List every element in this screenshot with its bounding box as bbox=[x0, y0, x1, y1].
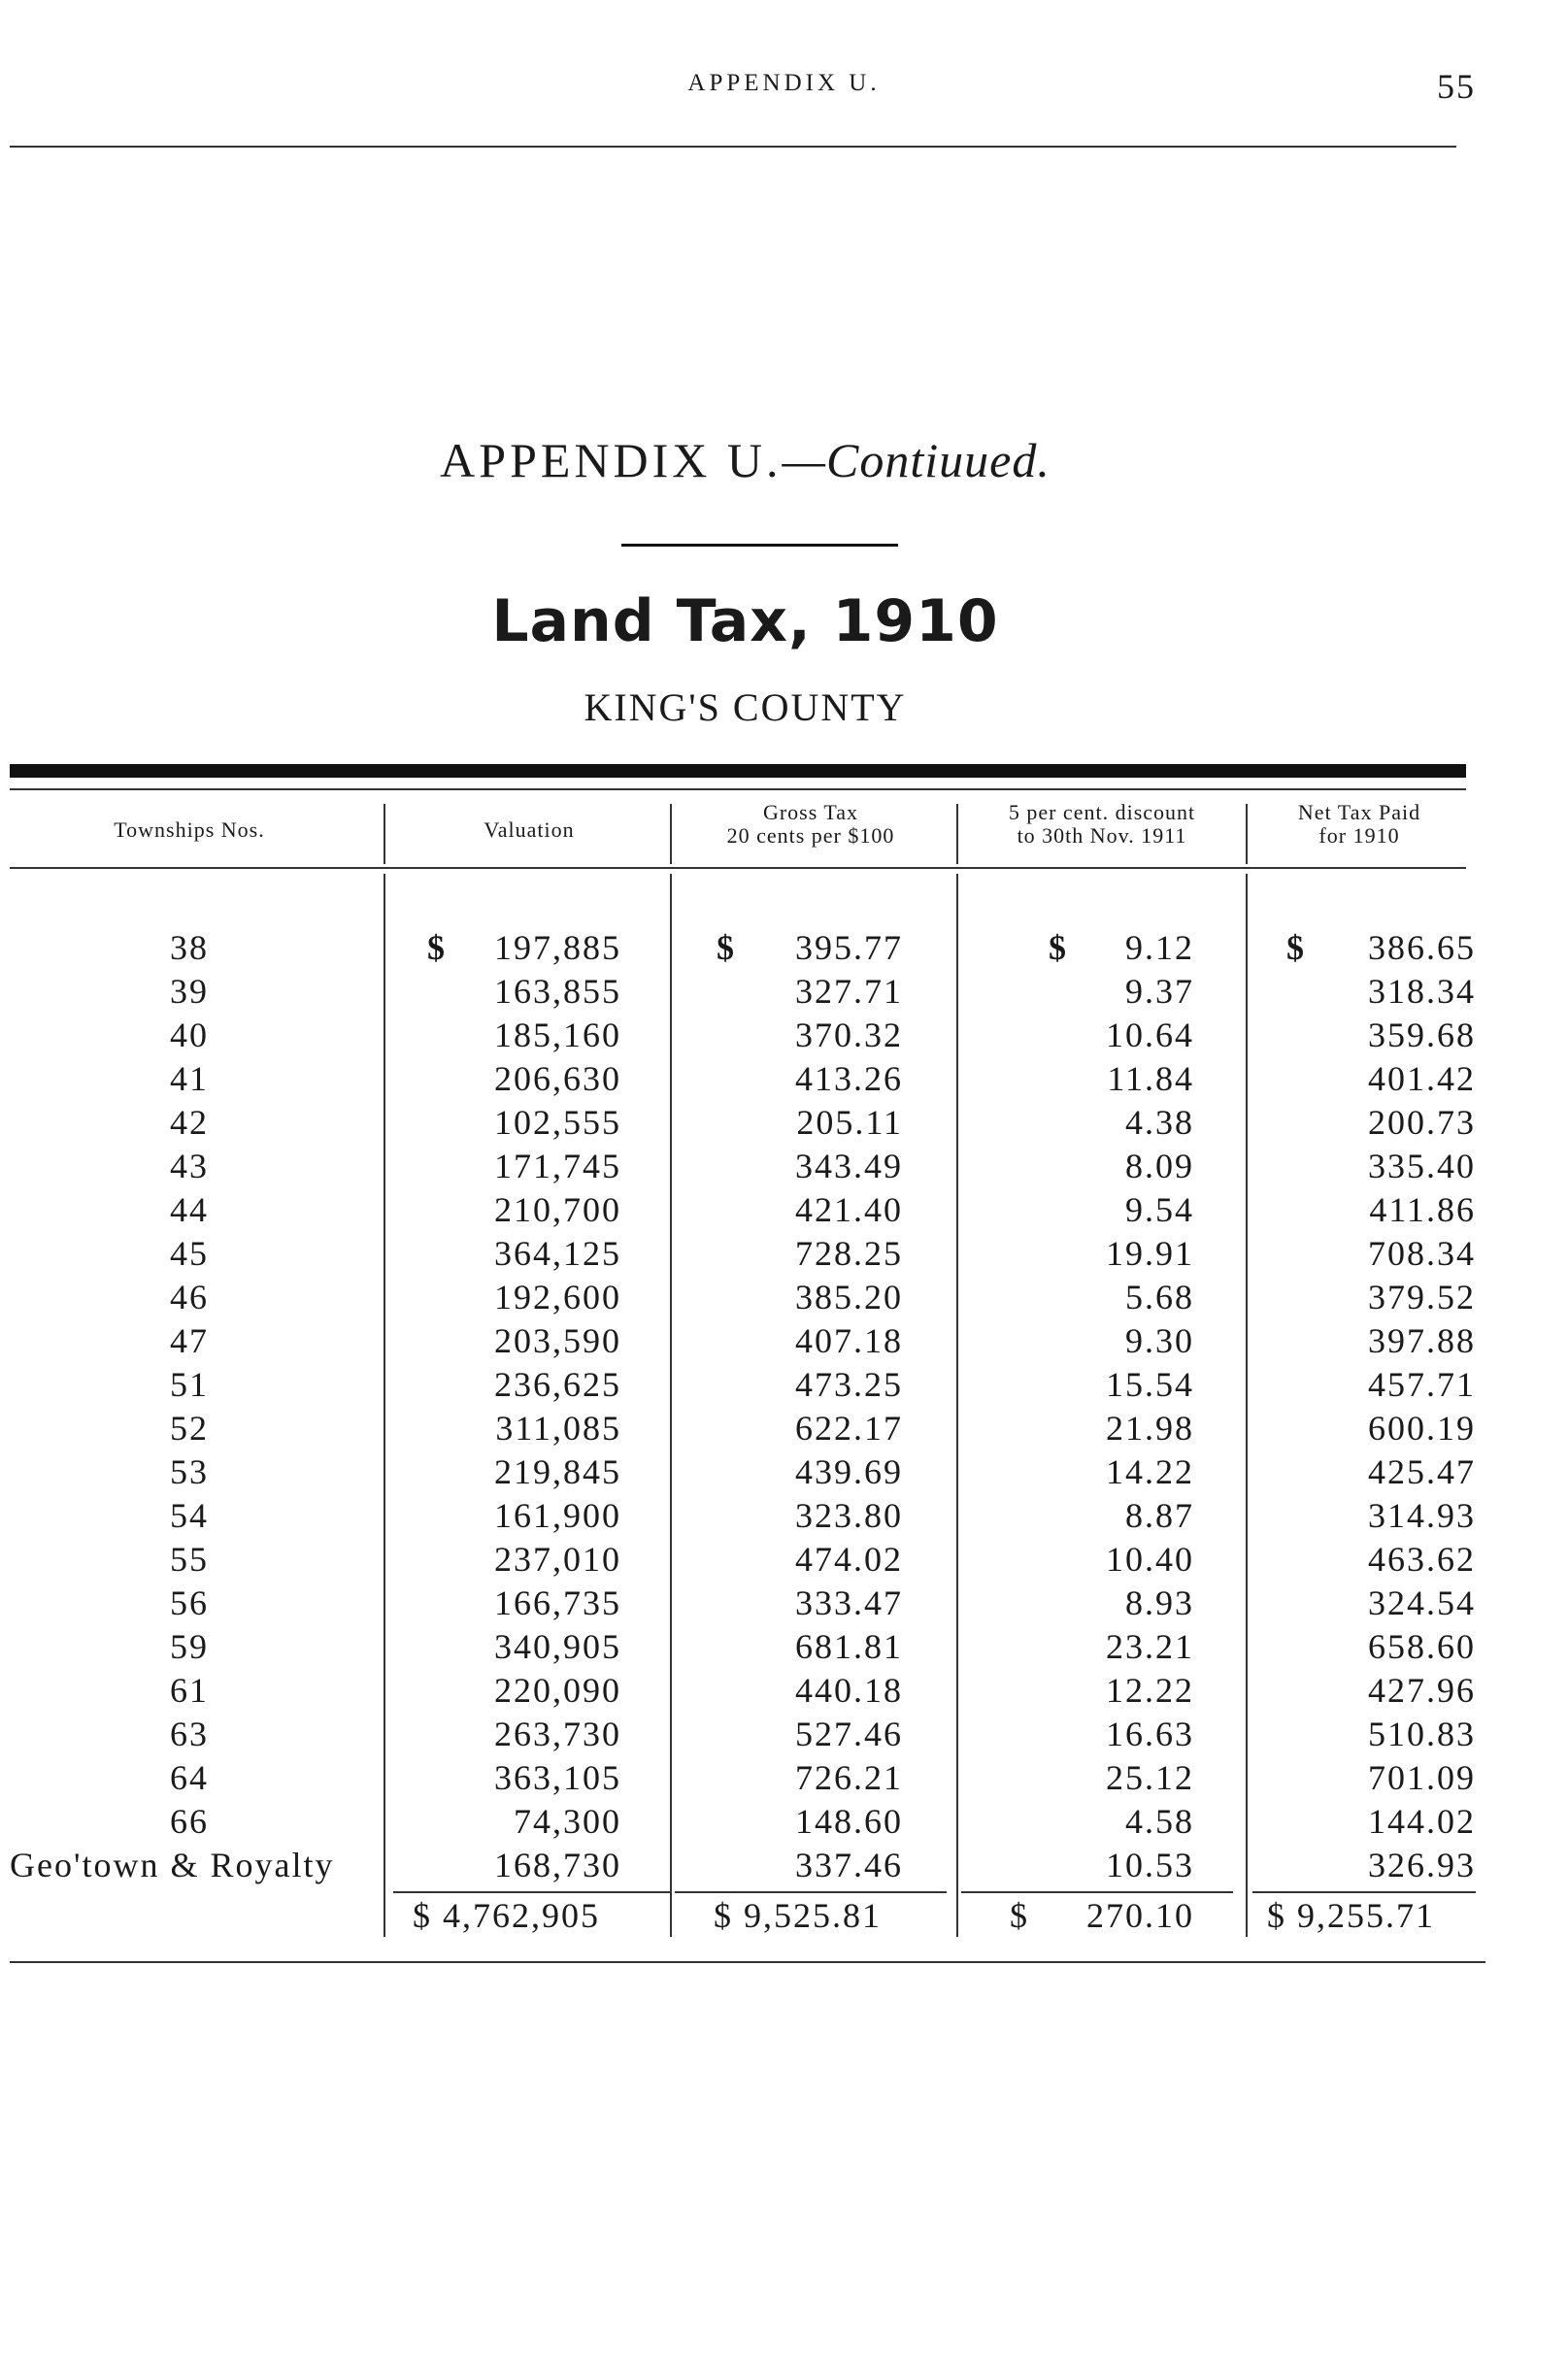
discount-cell: 9.12 bbox=[1125, 928, 1194, 967]
valuation-cell: 102,555 bbox=[494, 1103, 621, 1142]
township-cell: 56 bbox=[170, 1583, 209, 1622]
table-row bbox=[0, 1408, 1568, 1451]
dollar-sign: $ bbox=[1049, 928, 1068, 967]
net-tax-cell: 335.40 bbox=[1368, 1147, 1476, 1185]
township-cell: 40 bbox=[170, 1016, 209, 1054]
township-cell: 41 bbox=[170, 1059, 209, 1098]
appendix-title bbox=[0, 432, 1490, 488]
township-cell: 55 bbox=[170, 1540, 209, 1579]
discount-cell: 8.93 bbox=[1125, 1583, 1194, 1622]
net-tax-cell: 386.65 bbox=[1368, 928, 1476, 967]
township-cell: 61 bbox=[170, 1671, 209, 1710]
township-cell: 52 bbox=[170, 1409, 209, 1448]
header-bottom-rule bbox=[10, 867, 1466, 869]
township-cell: 47 bbox=[170, 1321, 209, 1360]
column-divider bbox=[956, 804, 958, 864]
discount-cell: 19.91 bbox=[1106, 1234, 1194, 1273]
valuation-cell: 74,300 bbox=[514, 1802, 621, 1841]
valuation-cell: 236,625 bbox=[494, 1365, 621, 1404]
valuation-cell: 364,125 bbox=[494, 1234, 621, 1273]
gross-tax-cell: 681.81 bbox=[795, 1627, 903, 1666]
table-bottom-rule bbox=[10, 1961, 1485, 1963]
table-row bbox=[0, 1233, 1568, 1277]
gross-tax-cell: 323.80 bbox=[795, 1496, 903, 1535]
gross-tax-cell: 439.69 bbox=[795, 1452, 903, 1491]
net-header-line1: Net Tax Paid bbox=[1297, 800, 1421, 824]
township-cell: 63 bbox=[170, 1715, 209, 1753]
table-row bbox=[0, 1626, 1568, 1670]
discount-cell: 21.98 bbox=[1106, 1409, 1194, 1448]
net-tax-cell: 326.93 bbox=[1368, 1846, 1476, 1884]
township-cell: 39 bbox=[170, 972, 209, 1011]
discount-cell: 14.22 bbox=[1106, 1452, 1194, 1491]
table-row bbox=[0, 1801, 1568, 1845]
gross-tax-cell: 440.18 bbox=[795, 1671, 903, 1710]
valuation-cell: 203,590 bbox=[494, 1321, 621, 1360]
totals-row bbox=[0, 1895, 1568, 1939]
gross-tax-cell: 337.46 bbox=[795, 1846, 903, 1884]
table-row bbox=[0, 1757, 1568, 1801]
township-cell: 53 bbox=[170, 1452, 209, 1491]
title-rule bbox=[621, 544, 898, 547]
valuation-cell: 206,630 bbox=[494, 1059, 621, 1098]
discount-cell: 25.12 bbox=[1106, 1758, 1194, 1797]
column-header-valuation: Valuation bbox=[484, 817, 575, 842]
valuation-cell: 263,730 bbox=[494, 1715, 621, 1753]
dollar-sign: $ bbox=[717, 928, 736, 967]
township-cell: 44 bbox=[170, 1190, 209, 1229]
township-cell: 59 bbox=[170, 1627, 209, 1666]
township-cell: 43 bbox=[170, 1147, 209, 1185]
net-tax-cell: 324.54 bbox=[1368, 1583, 1476, 1622]
total-net-tax: $ 9,255.71 bbox=[1267, 1896, 1435, 1935]
net-tax-cell: 359.68 bbox=[1368, 1016, 1476, 1054]
net-tax-cell: 701.09 bbox=[1368, 1758, 1476, 1797]
page-title: Land Tax, 1910 bbox=[491, 587, 999, 655]
net-tax-cell: 379.52 bbox=[1368, 1278, 1476, 1316]
total-rule bbox=[675, 1891, 947, 1893]
township-cell: Geo'town & Royalty bbox=[10, 1846, 335, 1884]
township-cell: 38 bbox=[170, 928, 209, 967]
table-row bbox=[0, 1102, 1568, 1146]
net-tax-cell: 200.73 bbox=[1368, 1103, 1476, 1142]
valuation-cell: 363,105 bbox=[494, 1758, 621, 1797]
table-row bbox=[0, 1451, 1568, 1495]
total-rule bbox=[393, 1891, 670, 1893]
net-tax-cell: 658.60 bbox=[1368, 1627, 1476, 1666]
net-tax-cell: 457.71 bbox=[1368, 1365, 1476, 1404]
table-row bbox=[0, 1320, 1568, 1364]
table-row bbox=[0, 1058, 1568, 1102]
discount-cell: 8.87 bbox=[1125, 1496, 1194, 1535]
gross-tax-cell: 527.46 bbox=[795, 1715, 903, 1753]
gross-tax-cell: 333.47 bbox=[795, 1583, 903, 1622]
gross-tax-cell: 395.77 bbox=[795, 928, 903, 967]
gross-tax-cell: 473.25 bbox=[795, 1365, 903, 1404]
table-row bbox=[0, 1670, 1568, 1714]
valuation-cell: 219,845 bbox=[494, 1452, 621, 1491]
discount-header-line2: to 30th Nov. 1911 bbox=[1017, 823, 1187, 848]
valuation-cell: 161,900 bbox=[494, 1496, 621, 1535]
table-row bbox=[0, 1015, 1568, 1058]
net-tax-cell: 427.96 bbox=[1368, 1671, 1476, 1710]
valuation-cell: 210,700 bbox=[494, 1190, 621, 1229]
table-row bbox=[0, 1539, 1568, 1583]
discount-cell: 10.53 bbox=[1106, 1846, 1194, 1884]
net-tax-cell: 411.86 bbox=[1369, 1190, 1476, 1229]
column-header-gross-tax bbox=[670, 801, 951, 848]
column-header-net-tax bbox=[1248, 801, 1471, 848]
total-gross-tax: $ 9,525.81 bbox=[714, 1896, 882, 1935]
discount-cell: 11.84 bbox=[1107, 1059, 1194, 1098]
gross-tax-cell: 385.20 bbox=[795, 1278, 903, 1316]
valuation-cell: 340,905 bbox=[494, 1627, 621, 1666]
discount-cell: 16.63 bbox=[1106, 1715, 1194, 1753]
table-row bbox=[0, 927, 1568, 971]
net-tax-cell: 425.47 bbox=[1368, 1452, 1476, 1491]
valuation-cell: 166,735 bbox=[494, 1583, 621, 1622]
discount-cell: 12.22 bbox=[1106, 1671, 1194, 1710]
table-row bbox=[0, 1189, 1568, 1233]
township-cell: 64 bbox=[170, 1758, 209, 1797]
net-tax-cell: 401.42 bbox=[1368, 1059, 1476, 1098]
discount-cell: 8.09 bbox=[1125, 1147, 1194, 1185]
valuation-cell: 197,885 bbox=[494, 928, 621, 967]
net-tax-cell: 144.02 bbox=[1368, 1802, 1476, 1841]
column-header-township: Townships Nos. bbox=[114, 817, 265, 842]
valuation-cell: 171,745 bbox=[494, 1147, 621, 1185]
total-rule bbox=[1252, 1891, 1476, 1893]
township-cell: 54 bbox=[170, 1496, 209, 1535]
gross-tax-cell: 327.71 bbox=[795, 972, 903, 1011]
table-row bbox=[0, 1714, 1568, 1757]
column-divider bbox=[1246, 804, 1248, 864]
gross-tax-cell: 728.25 bbox=[795, 1234, 903, 1273]
net-tax-cell: 314.93 bbox=[1368, 1496, 1476, 1535]
gross-tax-cell: 407.18 bbox=[795, 1321, 903, 1360]
table-row bbox=[0, 1364, 1568, 1408]
township-cell: 46 bbox=[170, 1278, 209, 1316]
discount-cell: 9.30 bbox=[1125, 1321, 1194, 1360]
table-top-thin-rule bbox=[10, 788, 1466, 790]
table-top-thick-rule bbox=[10, 764, 1466, 778]
discount-cell: 10.40 bbox=[1106, 1540, 1194, 1579]
gross-tax-cell: 343.49 bbox=[795, 1147, 903, 1185]
valuation-cell: 185,160 bbox=[494, 1016, 621, 1054]
net-tax-cell: 600.19 bbox=[1368, 1409, 1476, 1448]
discount-cell: 15.54 bbox=[1106, 1365, 1194, 1404]
total-discount-dollar: $ bbox=[1010, 1896, 1029, 1935]
net-tax-cell: 463.62 bbox=[1368, 1540, 1476, 1579]
gross-tax-cell: 474.02 bbox=[795, 1540, 903, 1579]
discount-cell: 9.37 bbox=[1125, 972, 1194, 1011]
table-row bbox=[0, 971, 1568, 1015]
net-tax-cell: 708.34 bbox=[1368, 1234, 1476, 1273]
table-row bbox=[0, 1277, 1568, 1320]
township-cell: 42 bbox=[170, 1103, 209, 1142]
gross-tax-cell: 205.11 bbox=[796, 1103, 903, 1142]
table-row bbox=[0, 1845, 1568, 1888]
net-tax-cell: 397.88 bbox=[1368, 1321, 1476, 1360]
total-valuation: $ 4,762,905 bbox=[413, 1896, 600, 1935]
township-cell: 51 bbox=[170, 1365, 209, 1404]
page-number: 55 bbox=[1437, 67, 1476, 106]
net-header-line2: for 1910 bbox=[1318, 823, 1400, 848]
running-head: APPENDIX U. bbox=[687, 70, 881, 96]
gross-tax-cell: 726.21 bbox=[795, 1758, 903, 1797]
discount-cell: 23.21 bbox=[1106, 1627, 1194, 1666]
township-cell: 45 bbox=[170, 1234, 209, 1273]
township-cell: 66 bbox=[170, 1802, 209, 1841]
dollar-sign: $ bbox=[1286, 928, 1306, 967]
table-row bbox=[0, 1495, 1568, 1539]
net-tax-cell: 510.83 bbox=[1368, 1715, 1476, 1753]
gross-tax-cell: 622.17 bbox=[795, 1409, 903, 1448]
gross-header-line1: Gross Tax bbox=[762, 800, 859, 824]
appendix-title-suffix: —Contiuued. bbox=[782, 433, 1051, 487]
valuation-cell: 311,085 bbox=[495, 1409, 621, 1448]
discount-cell: 10.64 bbox=[1106, 1016, 1194, 1054]
total-rule bbox=[961, 1891, 1233, 1893]
gross-tax-cell: 421.40 bbox=[795, 1190, 903, 1229]
valuation-cell: 168,730 bbox=[494, 1846, 621, 1884]
appendix-title-label: APPENDIX U. bbox=[440, 433, 783, 487]
valuation-cell: 163,855 bbox=[494, 972, 621, 1011]
valuation-cell: 192,600 bbox=[494, 1278, 621, 1316]
discount-cell: 4.38 bbox=[1125, 1103, 1194, 1142]
column-divider bbox=[384, 804, 385, 864]
discount-cell: 9.54 bbox=[1125, 1190, 1194, 1229]
dollar-sign: $ bbox=[427, 928, 447, 967]
discount-cell: 5.68 bbox=[1125, 1278, 1194, 1316]
table-row bbox=[0, 1583, 1568, 1626]
column-header-discount bbox=[956, 801, 1248, 848]
gross-tax-cell: 370.32 bbox=[795, 1016, 903, 1054]
valuation-cell: 220,090 bbox=[494, 1671, 621, 1710]
gross-tax-cell: 148.60 bbox=[795, 1802, 903, 1841]
gross-tax-cell: 413.26 bbox=[795, 1059, 903, 1098]
header-rule bbox=[10, 146, 1456, 148]
county-subtitle: KING'S COUNTY bbox=[584, 685, 907, 729]
net-tax-cell: 318.34 bbox=[1368, 972, 1476, 1011]
gross-header-line2: 20 cents per $100 bbox=[726, 823, 895, 848]
discount-header-line1: 5 per cent. discount bbox=[1008, 800, 1196, 824]
column-divider bbox=[670, 804, 672, 864]
valuation-cell: 237,010 bbox=[494, 1540, 621, 1579]
discount-cell: 4.58 bbox=[1125, 1802, 1194, 1841]
total-discount: 270.10 bbox=[1086, 1896, 1194, 1935]
table-row bbox=[0, 1146, 1568, 1189]
